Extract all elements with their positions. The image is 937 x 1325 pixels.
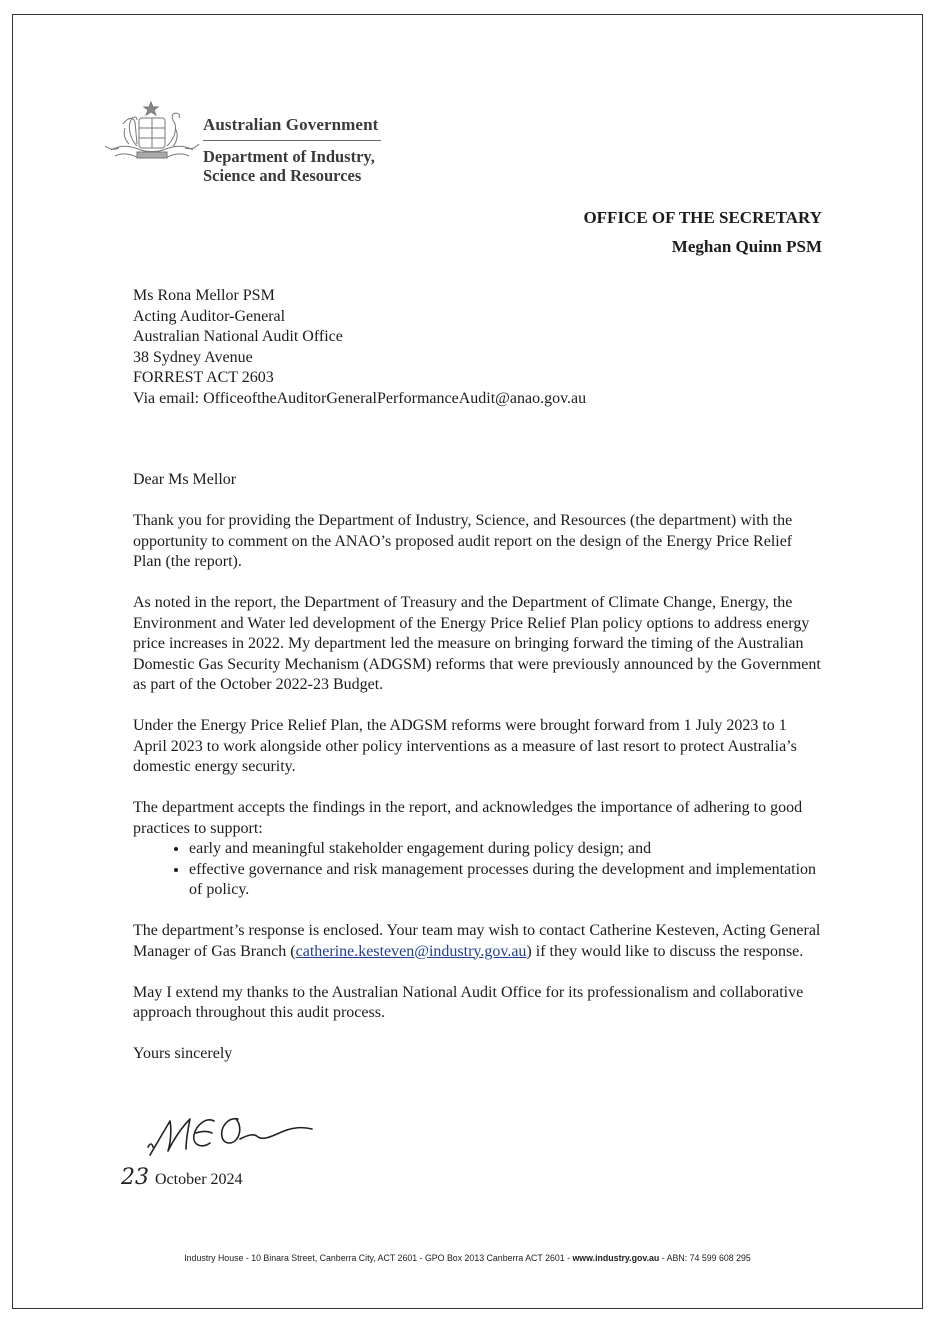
letter-body bbox=[133, 470, 823, 1085]
paragraph-findings: The department accepts the findings in the report, and acknowledges the importance of adhering to good practices to support: bbox=[133, 799, 803, 837]
letter-page bbox=[12, 14, 923, 1309]
contact-email-link[interactable]: catherine.kesteven@industry.gov.au bbox=[295, 942, 527, 960]
practices-list bbox=[133, 839, 823, 901]
letterhead-rule bbox=[203, 140, 381, 141]
government-name: Australian Government bbox=[203, 115, 379, 134]
contact-text-after: ) if they would like to discuss the response. bbox=[526, 942, 804, 960]
list-item: • early and meaningful stakeholder engagement during policy design; and bbox=[189, 839, 823, 860]
address-line-email: Via email: OfficeoftheAuditorGeneralPerformanceAudit@anao.gov.au bbox=[133, 389, 587, 407]
letter-date bbox=[121, 1165, 243, 1190]
footer-address: Industry House - 10 Binara Street, Canberra City, ACT 2601 - GPO Box 2013 Canberra ACT 2601 - bbox=[184, 1253, 573, 1263]
date-day-handwritten: 23 bbox=[121, 1165, 149, 1190]
office-block bbox=[583, 203, 822, 261]
paragraph-background: As noted in the report, the Department of Treasury and the Department of Climate Change, Energy, the Environment and Water led development of the Energy Price Relief Plan policy options to address energy price increases in 2022. My department led the measure on bringing forward the timing of the Australian Domestic Gas Security Mechanism (ADGSM) reforms that were previously announced by the Government as part of the October 2022-23 Budget. bbox=[133, 594, 821, 693]
coat-of-arms-logo bbox=[101, 98, 203, 176]
paragraph-thanks: May I extend my thanks to the Australian National Audit Office for its professionalism and collaborative approach throughout this audit process. bbox=[133, 983, 804, 1021]
letterhead bbox=[203, 115, 381, 185]
footer bbox=[13, 1253, 922, 1263]
department-name-line-2: Science and Resources bbox=[203, 166, 362, 185]
paragraph-intro: Thank you for providing the Department of Industry, Science, and Resources (the department) with the opportunity to comment on the ANAO’s proposed audit report on the design of the Energy Price Relief Plan (the report). bbox=[133, 512, 793, 570]
contact-text-before: The department’s response is enclosed. Your team may wish to contact Catherine Kesteven, Acting General Manager of Gas Branch ( bbox=[133, 922, 821, 960]
footer-website-link[interactable]: www.industry.gov.au bbox=[572, 1253, 660, 1263]
paragraph-contact bbox=[133, 921, 823, 962]
address-line: Acting Auditor-General bbox=[133, 307, 286, 325]
list-item: • effective governance and risk management processes during the development and implementation of policy. bbox=[189, 860, 823, 901]
paragraph-adgsm: Under the Energy Price Relief Plan, the ADGSM reforms were brought forward from 1 July 2023 to 1 April 2023 to work alongside other policy interventions as a measure of last resort to protect Australia’s domestic energy security. bbox=[133, 717, 797, 775]
address-line: Australian National Audit Office bbox=[133, 328, 343, 346]
recipient-address bbox=[133, 286, 586, 410]
closing: Yours sincerely bbox=[133, 1045, 233, 1062]
department-name-line-1: Department of Industry, bbox=[203, 147, 375, 166]
address-line: 38 Sydney Avenue bbox=[133, 348, 253, 366]
office-holder-name: Meghan Quinn PSM bbox=[671, 237, 822, 256]
office-title: OFFICE OF THE SECRETARY bbox=[583, 208, 822, 227]
date-month-year: October 2024 bbox=[155, 1171, 243, 1188]
address-line: FORREST ACT 2603 bbox=[133, 369, 274, 387]
handwritten-signature bbox=[144, 1107, 314, 1165]
footer-abn: - ABN: 74 599 608 295 bbox=[659, 1253, 751, 1263]
salutation: Dear Ms Mellor bbox=[133, 471, 237, 488]
address-line: Ms Rona Mellor PSM bbox=[133, 287, 275, 304]
